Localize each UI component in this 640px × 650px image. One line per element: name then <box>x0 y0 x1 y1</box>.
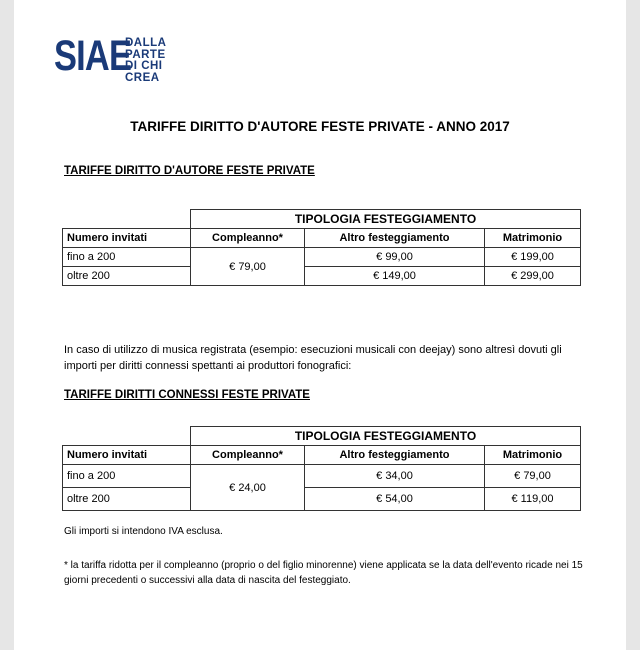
cell-compleanno: € 79,00 <box>191 248 305 286</box>
table-corner-cell <box>63 210 191 229</box>
table-group-header-row <box>63 210 581 229</box>
header-altro-festeggiamento: Altro festeggiamento <box>305 446 485 465</box>
section-title-diritto-autore: TARIFFE DIRITTO D'AUTORE FESTE PRIVATE <box>64 165 315 177</box>
group-header: TIPOLOGIA FESTEGGIAMENTO <box>191 210 581 229</box>
logo-tagline-line: DALLA <box>125 37 167 49</box>
table-row <box>63 488 581 511</box>
table-header-row <box>63 229 581 248</box>
paragraph-diritti-connessi: In caso di utilizzo di musica registrata (esempio: esecuzioni musicali con deejay) sono altresì dovuti gli importi per diritti connessi spettanti ai produttori fonografici: <box>64 344 562 372</box>
cell-matrimonio: € 299,00 <box>485 267 581 286</box>
cell-altro: € 34,00 <box>305 465 485 488</box>
table-row <box>63 267 581 286</box>
cell-invitati: oltre 200 <box>63 267 191 286</box>
cell-invitati: fino a 200 <box>63 465 191 488</box>
cell-matrimonio: € 79,00 <box>485 465 581 488</box>
header-matrimonio: Matrimonio <box>485 446 581 465</box>
cell-altro: € 99,00 <box>305 248 485 267</box>
document-title: TARIFFE DIRITTO D'AUTORE FESTE PRIVATE - ANNO 2017 <box>130 119 510 134</box>
footnote-compleanno: * la tariffa ridotta per il compleanno (proprio o del figlio minorenne) viene applicata se la data dell'evento ricade nei 15 giorni precedenti o successivi alla data di nascita del festeggiato. <box>64 560 583 586</box>
cell-altro: € 149,00 <box>305 267 485 286</box>
header-compleanno: Compleanno* <box>191 229 305 248</box>
cell-invitati: fino a 200 <box>63 248 191 267</box>
cell-matrimonio: € 119,00 <box>485 488 581 511</box>
header-matrimonio: Matrimonio <box>485 229 581 248</box>
cell-invitati: oltre 200 <box>63 488 191 511</box>
logo-tagline-line: CREA <box>125 71 160 84</box>
tariff-table-diritto-autore <box>62 209 581 286</box>
page-edge-right <box>626 0 640 650</box>
section-title-diritti-connessi: TARIFFE DIRITTI CONNESSI FESTE PRIVATE <box>64 389 310 401</box>
table-corner-cell <box>63 427 191 446</box>
tariff-table-diritti-connessi <box>62 426 581 511</box>
siae-logo <box>54 32 167 84</box>
cell-compleanno: € 24,00 <box>191 465 305 511</box>
table-group-header-row <box>63 427 581 446</box>
logo-tagline-line: DI CHI <box>125 60 163 73</box>
table-row <box>63 465 581 488</box>
header-numero-invitati: Numero invitati <box>63 229 191 248</box>
logo-mark: SIAE <box>54 32 132 80</box>
cell-altro: € 54,00 <box>305 488 485 511</box>
logo-tagline-line: PARTE <box>125 48 166 61</box>
note-iva: Gli importi si intendono IVA esclusa. <box>64 526 223 537</box>
logo-tagline <box>125 38 166 84</box>
group-header: TIPOLOGIA FESTEGGIAMENTO <box>191 427 581 446</box>
cell-matrimonio: € 199,00 <box>485 248 581 267</box>
header-altro-festeggiamento: Altro festeggiamento <box>305 229 485 248</box>
page-edge-left <box>0 0 14 650</box>
header-compleanno: Compleanno* <box>191 446 305 465</box>
table-header-row <box>63 446 581 465</box>
header-numero-invitati: Numero invitati <box>63 446 191 465</box>
table-row <box>63 248 581 267</box>
